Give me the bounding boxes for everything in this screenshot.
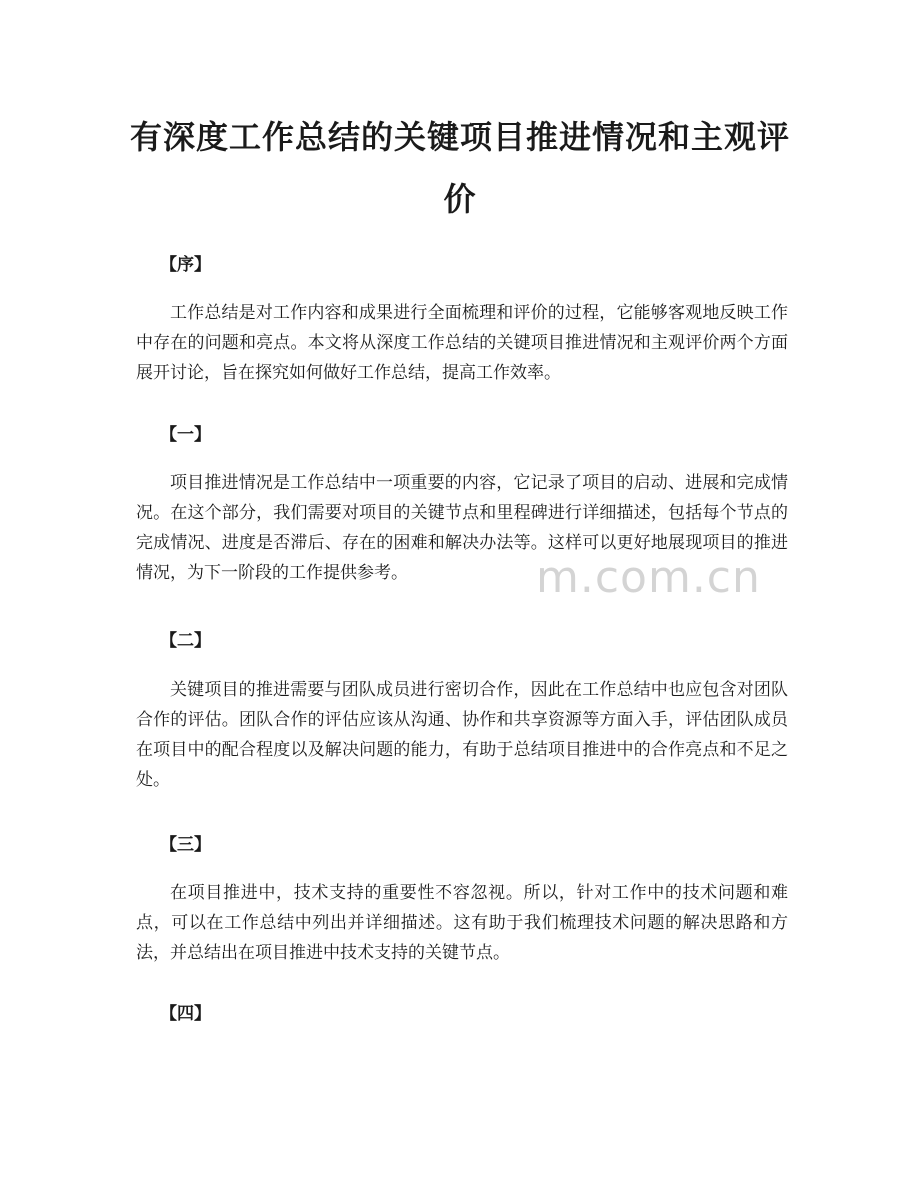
watermark: m.com.cn: [536, 552, 761, 603]
section-heading-4: 【四】: [160, 1004, 211, 1024]
document-title: 有深度工作总结的关键项目推进情况和主观评价: [130, 118, 791, 218]
section-heading-2: 【二】: [160, 631, 211, 651]
section-paragraph-3: 在项目推进中，技术支持的重要性不容忽视。所以，针对工作中的技术问题和难点，可以在工作总结中列出并详细描述。这有助于我们梳理技术问题的解决思路和方法，并总结出在项目推进中技术支持的关键节点。: [136, 883, 788, 963]
section-heading-1: 【一】: [160, 425, 211, 445]
section-paragraph-2: 关键项目的推进需要与团队成员进行密切合作，因此在工作总结中也应包含对团队合作的评估。团队合作的评估应该从沟通、协作和共享资源等方面入手，评估团队成员在项目中的配合程度以及解决问题的能力，有助于总结项目推进中的合作亮点和不足之处。: [136, 680, 788, 790]
section-heading-3: 【三】: [160, 835, 211, 855]
section-paragraph-preface: 工作总结是对工作内容和成果进行全面梳理和评价的过程，它能够客观地反映工作中存在的问题和亮点。本文将从深度工作总结的关键项目推进情况和主观评价两个方面展开讨论，旨在探究如何做好工作总结，提高工作效率。: [136, 303, 788, 383]
section-paragraph-1: 项目推进情况是工作总结中一项重要的内容，它记录了项目的启动、进展和完成情况。在这个部分，我们需要对项目的关键节点和里程碑进行详细描述，包括每个节点的完成情况、进度是否滞后、存在的困难和解决办法等。这样可以更好地展现项目的推进情况，为下一阶段的工作提供参考。: [136, 473, 788, 583]
section-heading-preface: 【序】: [160, 255, 211, 275]
